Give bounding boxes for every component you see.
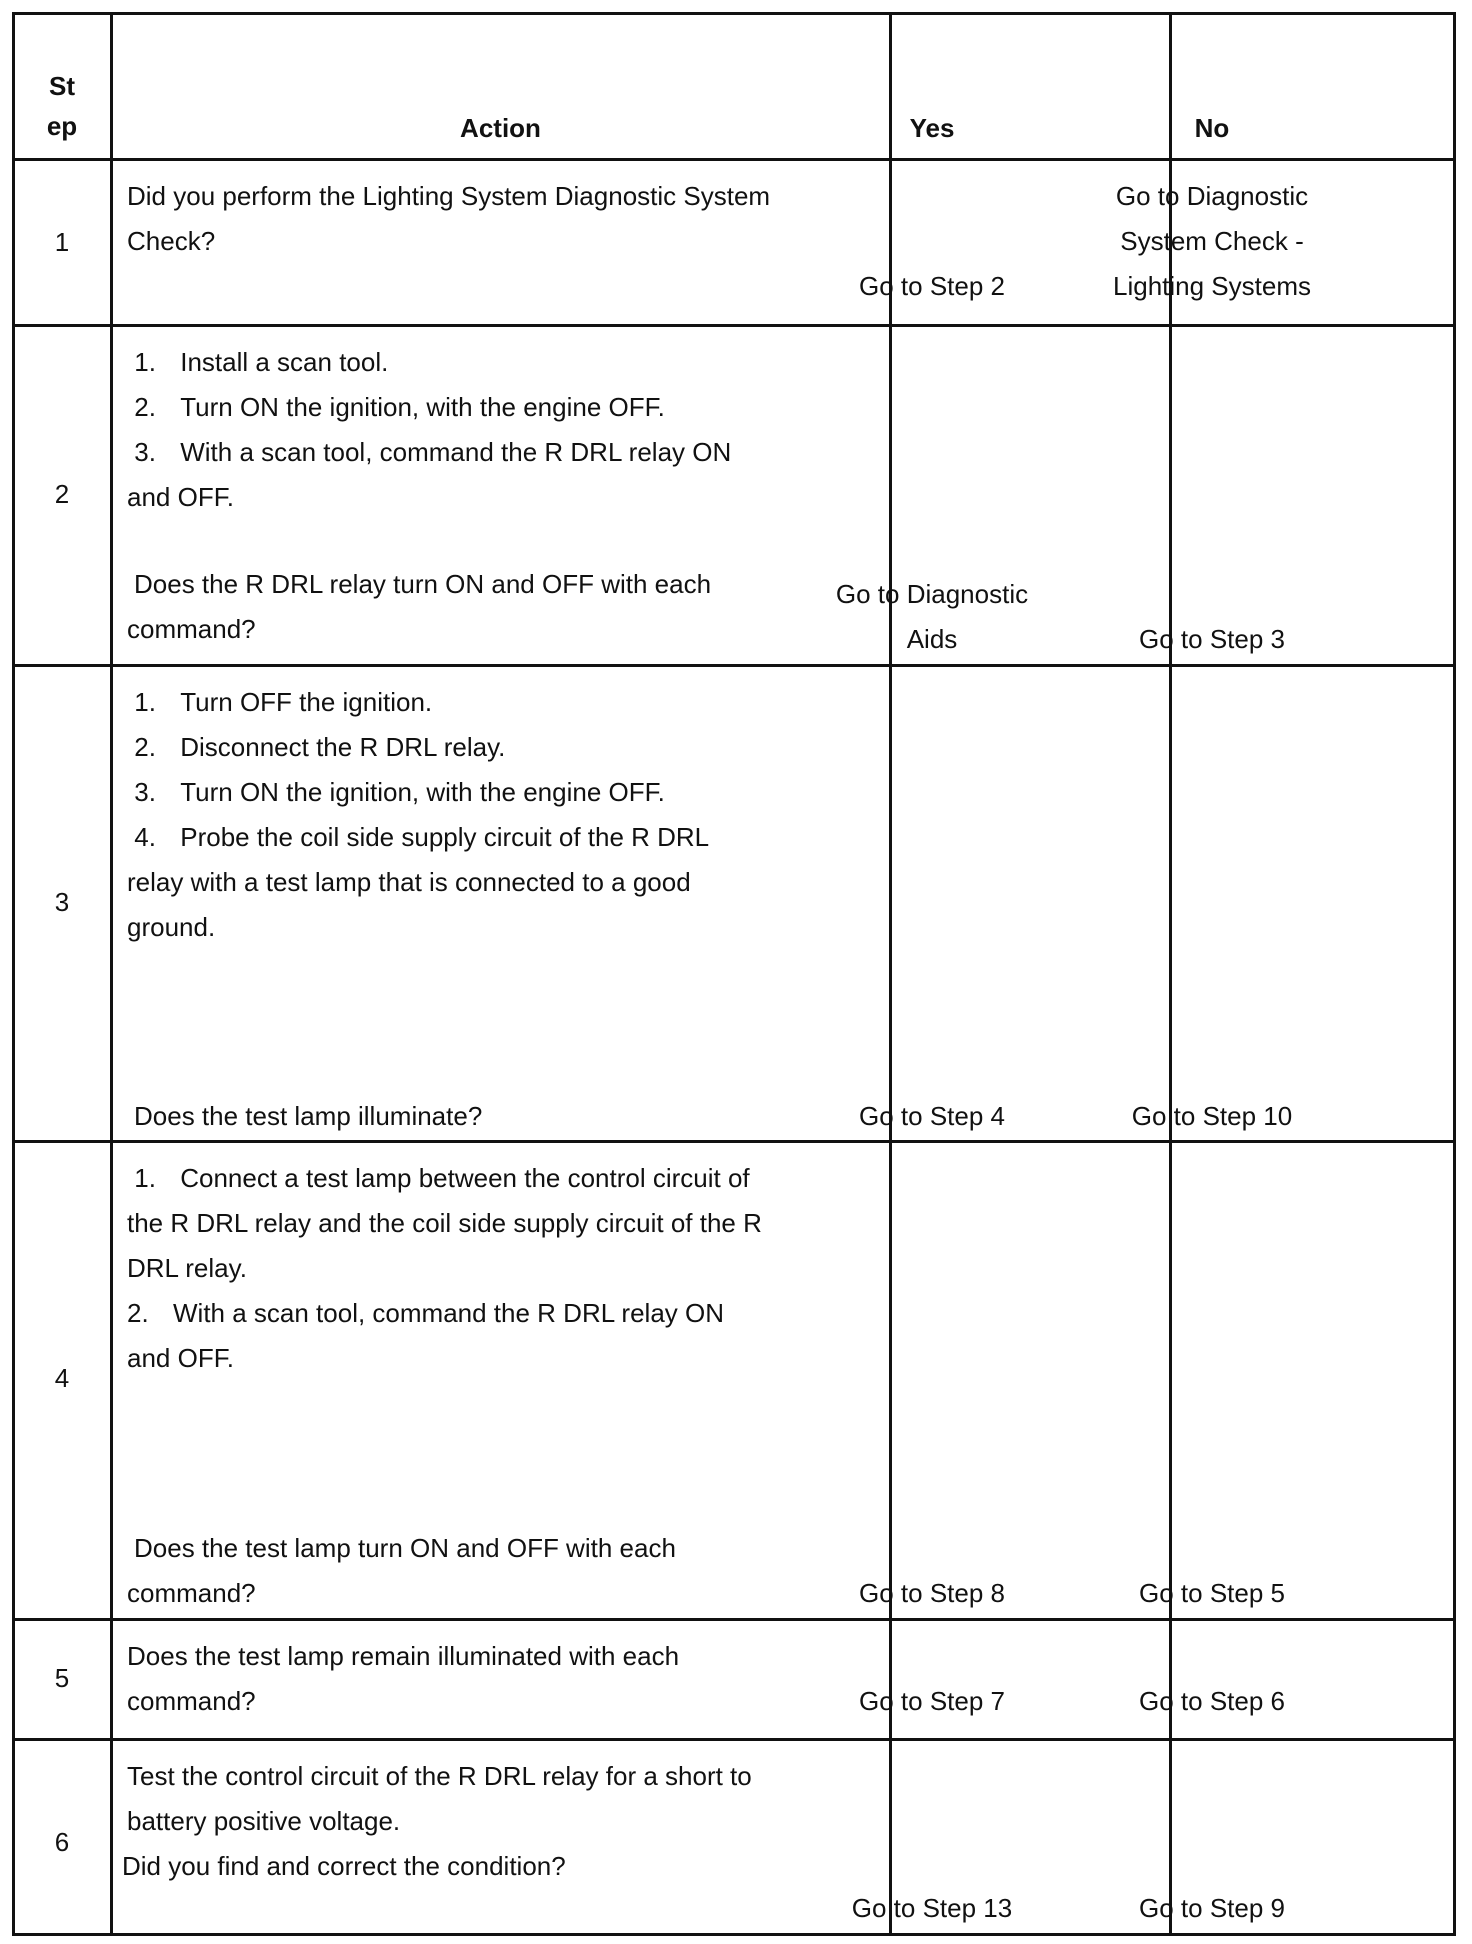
item-continuation: the R DRL relay and the coil side supply circuit of the R [127, 1208, 762, 1238]
header-step [12, 66, 112, 146]
action-text [127, 174, 787, 264]
action-text [122, 1754, 787, 1889]
item-continuation: ground. [127, 912, 216, 942]
question-line: command? [127, 1578, 256, 1608]
header-step-line2: ep [46, 111, 78, 141]
question-line: Does the test lamp turn ON and OFF with each [134, 1533, 676, 1563]
item-continuation: relay with a test lamp that is connected to a good [127, 867, 691, 897]
item-number: 1. [134, 687, 156, 717]
question-line: Does the R DRL relay turn ON and OFF with each [134, 569, 712, 599]
yes-target: Go to Step 13 [851, 1893, 1013, 1923]
yes-line: Aids [906, 624, 958, 654]
yes-target: Go to Step 8 [859, 1578, 1005, 1608]
action-text [127, 680, 787, 950]
row-divider [12, 1140, 1456, 1143]
yes-target: Go to Step 2 [859, 271, 1005, 301]
diagnostic-table [12, 12, 1456, 1936]
step-number: 6 [54, 1827, 70, 1857]
step-number: 5 [54, 1663, 70, 1693]
step-number: 2 [54, 479, 70, 509]
no-target: Go to Step 3 [1139, 624, 1285, 654]
row-divider [12, 1618, 1456, 1621]
action-item [127, 1291, 787, 1336]
item-text: Connect a test lamp between the control circuit of [180, 1163, 750, 1193]
action-item [127, 680, 787, 725]
yes-target [792, 572, 1072, 662]
column-divider [110, 12, 113, 1936]
action-item [127, 1156, 787, 1201]
item-continuation: and OFF. [127, 482, 234, 512]
yes-line: Go to Diagnostic [835, 579, 1029, 609]
row-divider [12, 1738, 1456, 1741]
item-text: Disconnect the R DRL relay. [180, 732, 506, 762]
row-divider [12, 158, 1456, 161]
table-border-right [1453, 12, 1456, 1936]
action-item [127, 430, 787, 475]
action-item [127, 815, 787, 860]
question-line: command? [127, 614, 256, 644]
no-line: Go to Diagnostic [1115, 181, 1309, 211]
action-item [127, 340, 787, 385]
action-line: Check? [127, 226, 216, 256]
item-text: Install a scan tool. [180, 347, 389, 377]
item-number: 1. [134, 1163, 156, 1193]
item-number: 4. [134, 822, 156, 852]
action-line: Did you perform the Lighting System Diagnostic System [127, 181, 771, 211]
action-item [127, 385, 787, 430]
header-no: No [1194, 113, 1230, 143]
action-item [127, 770, 787, 815]
action-line: command? [127, 1686, 256, 1716]
no-line: System Check - [1120, 226, 1304, 256]
item-continuation: DRL relay. [127, 1253, 247, 1283]
no-target: Go to Step 6 [1139, 1686, 1285, 1716]
question-line: Does the test lamp illuminate? [134, 1101, 483, 1131]
row-divider [12, 664, 1456, 667]
step-number: 1 [54, 227, 70, 257]
step-number: 4 [54, 1363, 70, 1393]
step-number: 3 [54, 887, 70, 917]
item-number: 2. [134, 392, 156, 422]
item-text: With a scan tool, command the R DRL relay ON [180, 437, 732, 467]
item-number: 1. [134, 347, 156, 377]
action-text [127, 1634, 787, 1724]
item-text: Turn OFF the ignition. [180, 687, 433, 717]
header-action: Action [460, 113, 541, 143]
action-line: Does the test lamp remain illuminated with each [127, 1641, 680, 1671]
action-text [127, 1156, 787, 1381]
item-text: Turn ON the ignition, with the engine OFF. [180, 777, 665, 807]
action-line: Did you find and correct the condition? [122, 1851, 566, 1881]
yes-target: Go to Step 7 [859, 1686, 1005, 1716]
no-target: Go to Step 10 [1131, 1101, 1293, 1131]
no-target: Go to Step 5 [1139, 1578, 1285, 1608]
table-border-left [12, 12, 15, 1936]
header-yes: Yes [909, 113, 955, 143]
item-text: With a scan tool, command the R DRL relay ON [173, 1298, 725, 1328]
no-target [1072, 174, 1352, 309]
item-continuation: and OFF. [127, 1343, 234, 1373]
item-number: 2. [134, 732, 156, 762]
item-text: Turn ON the ignition, with the engine OFF. [180, 392, 665, 422]
header-step-line1: St [49, 71, 75, 101]
no-line: Lighting Systems [1113, 271, 1311, 301]
action-line: Test the control circuit of the R DRL relay for a short to [127, 1761, 752, 1791]
yes-target: Go to Step 4 [859, 1101, 1005, 1131]
question-text [127, 1526, 787, 1616]
item-number: 3. [134, 777, 156, 807]
item-number: 2. [127, 1298, 149, 1328]
action-text [127, 340, 787, 652]
no-target: Go to Step 9 [1139, 1893, 1285, 1923]
action-line: battery positive voltage. [127, 1806, 401, 1836]
table-border-bottom [12, 1933, 1456, 1936]
table-border-top [12, 12, 1456, 15]
item-number: 3. [134, 437, 156, 467]
action-item [127, 725, 787, 770]
row-divider [12, 324, 1456, 327]
item-text: Probe the coil side supply circuit of the R DRL [180, 822, 710, 852]
